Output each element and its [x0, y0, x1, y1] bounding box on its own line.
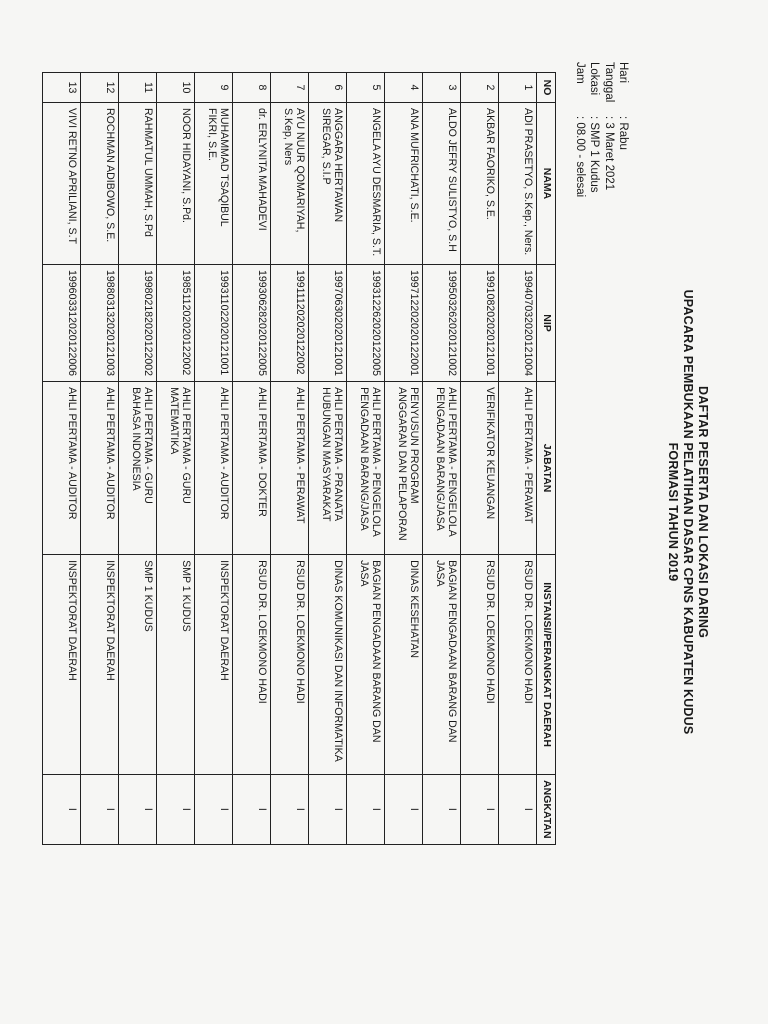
cell-nama: MUHAMMAD TSAQIBUL FIKRI, S.E. — [195, 103, 233, 265]
cell-nama: NOOR HIDAYANI, S.Pd. — [157, 103, 195, 265]
cell-nip: 198803132020121003 — [81, 265, 119, 382]
cell-nip: 199712202020122001 — [385, 265, 423, 382]
cell-angkatan: I — [423, 775, 461, 845]
cell-instansi: RSUD DR. LOEKMONO HADI — [499, 555, 537, 775]
table-row — [309, 73, 347, 845]
cell-nama: RAHMATUL UMMAH, S.Pd — [119, 103, 157, 265]
document-subtitle-year: FORMASI TAHUN 2019 — [666, 442, 680, 582]
cell-no: 1 — [499, 73, 537, 103]
cell-angkatan: I — [461, 775, 499, 845]
cell-nip: 199603312020122006 — [43, 265, 81, 382]
meta-row-jam — [572, 62, 586, 197]
cell-jabatan: AHLI PERTAMA - PERAWAT — [271, 382, 309, 555]
cell-angkatan: I — [271, 775, 309, 845]
table-row — [43, 73, 81, 845]
cell-instansi: SMP 1 KUDUS — [119, 555, 157, 775]
column-header-jabatan: JABATAN — [537, 382, 556, 555]
document-title: DAFTAR PESERTA DAN LOKASI DARING — [696, 386, 710, 638]
cell-instansi: INSPEKTORAT DAERAH — [43, 555, 81, 775]
cell-nip: 199407032020121004 — [499, 265, 537, 382]
cell-jabatan: AHLI PERTAMA - PRANATA HUBUNGAN MASYARAKAT — [309, 382, 347, 555]
meta-value: : 08.00 - selesai — [572, 116, 586, 197]
table-row — [461, 73, 499, 845]
table-row — [347, 73, 385, 845]
cell-nip: 199312262020122005 — [347, 265, 385, 382]
cell-jabatan: AHLI PERTAMA - DOKTER — [233, 382, 271, 555]
document-subtitle: UPACARA PEMBUKAAN PELATIHAN DASAR CPNS KABUPATEN KUDUS — [681, 289, 695, 735]
cell-nama: ADI PRASETYO, S.Kep., Ners. — [499, 103, 537, 265]
cell-angkatan: I — [385, 775, 423, 845]
cell-no: 2 — [461, 73, 499, 103]
cell-no: 3 — [423, 73, 461, 103]
cell-no: 8 — [233, 73, 271, 103]
cell-nip: 199706302020121001 — [309, 265, 347, 382]
meta-value: : SMP 1 Kudus — [587, 116, 601, 193]
meta-row-lokasi — [587, 62, 601, 197]
column-header-nama: NAMA — [537, 103, 556, 265]
table-row — [385, 73, 423, 845]
cell-no: 10 — [157, 73, 195, 103]
column-header-angkatan: ANGKATAN — [537, 775, 556, 845]
cell-no: 12 — [81, 73, 119, 103]
cell-instansi: SMP 1 KUDUS — [157, 555, 195, 775]
cell-instansi: RSUD DR. LOEKMONO HADI — [233, 555, 271, 775]
cell-instansi: BAGIAN PENGADAAN BARANG DAN JASA — [423, 555, 461, 775]
table-row — [81, 73, 119, 845]
cell-nip: 199306282020122005 — [233, 265, 271, 382]
cell-no: 13 — [43, 73, 81, 103]
cell-jabatan: AHLI PERTAMA - GURU BAHASA INDONESIA — [119, 382, 157, 555]
cell-instansi: INSPEKTORAT DAERAH — [81, 555, 119, 775]
table-row — [119, 73, 157, 845]
cell-angkatan: I — [347, 775, 385, 845]
cell-jabatan: AHLI PERTAMA - PERAWAT — [499, 382, 537, 555]
cell-jabatan: AHLI PERTAMA - GURU MATEMATIKA — [157, 382, 195, 555]
cell-no: 6 — [309, 73, 347, 103]
cell-nip: 199111202020122002 — [271, 265, 309, 382]
cell-instansi: DINAS KESEHATAN — [385, 555, 423, 775]
table-row — [195, 73, 233, 845]
table-header-row — [537, 73, 556, 845]
event-details — [572, 62, 630, 197]
cell-nama: ANA MUFRICHATI, S.E. — [385, 103, 423, 265]
cell-jabatan: AHLI PERTAMA - AUDITOR — [81, 382, 119, 555]
cell-angkatan: I — [81, 775, 119, 845]
column-header-nip: NIP — [537, 265, 556, 382]
column-header-instansi: INSTANSI/PERANGKAT DAERAH — [537, 555, 556, 775]
cell-instansi: BAGIAN PENGADAAN BARANG DAN JASA — [347, 555, 385, 775]
cell-jabatan: AHLI PERTAMA - AUDITOR — [195, 382, 233, 555]
cell-angkatan: I — [233, 775, 271, 845]
cell-nip: 199311022020121001 — [195, 265, 233, 382]
cell-jabatan: AHLI PERTAMA - AUDITOR — [43, 382, 81, 555]
cell-jabatan: PENYUSUN PROGRAM ANGGARAN DAN PELAPORAN — [385, 382, 423, 555]
cell-instansi: INSPEKTORAT DAERAH — [195, 555, 233, 775]
cell-nama: ALDO JEFRY SULISTYO, S.H — [423, 103, 461, 265]
cell-no: 9 — [195, 73, 233, 103]
cell-nip: 199503262020121002 — [423, 265, 461, 382]
cell-jabatan: VERIFIKATOR KEUANGAN — [461, 382, 499, 555]
cell-jabatan: AHLI PERTAMA - PENGELOLA PENGADAAN BARANG/JASA — [423, 382, 461, 555]
column-header-no: NO — [537, 73, 556, 103]
cell-angkatan: I — [309, 775, 347, 845]
cell-nama: AYU NUUR QOMARIYAH, S.Kep, Ners — [271, 103, 309, 265]
cell-nama: ANGELA AYU DESMARIA, S.T. — [347, 103, 385, 265]
cell-no: 5 — [347, 73, 385, 103]
meta-value: : 3 Maret 2021 — [601, 116, 615, 190]
cell-nip: 199802182020122002 — [119, 265, 157, 382]
table-row — [271, 73, 309, 845]
cell-angkatan: I — [195, 775, 233, 845]
cell-angkatan: I — [43, 775, 81, 845]
table-row — [233, 73, 271, 845]
meta-row-tanggal — [601, 62, 615, 197]
table-row — [423, 73, 461, 845]
meta-value: : Rabu — [616, 116, 630, 150]
meta-row-hari — [616, 62, 630, 197]
cell-nip: 199108202020121001 — [461, 265, 499, 382]
table-row — [499, 73, 537, 845]
cell-no: 11 — [119, 73, 157, 103]
meta-label: Lokasi — [588, 62, 601, 96]
meta-label: Tanggal — [602, 62, 615, 103]
cell-instansi: RSUD DR. LOEKMONO HADI — [461, 555, 499, 775]
cell-nama: ROCHMAN ADIBOWO, S.E. — [81, 103, 119, 265]
cell-nama: AKBAR FAORIKO, S.E. — [461, 103, 499, 265]
meta-label: Jam — [573, 62, 586, 84]
cell-instansi: DINAS KOMUNIKASI DAN INFORMATIKA — [309, 555, 347, 775]
cell-angkatan: I — [157, 775, 195, 845]
cell-no: 4 — [385, 73, 423, 103]
cell-angkatan: I — [119, 775, 157, 845]
cell-nama: dr. ERLYNITA MAHADEVI — [233, 103, 271, 265]
cell-jabatan: AHLI PERTAMA - PENGELOLA PENGADAAN BARANG/JASA — [347, 382, 385, 555]
cell-nama: VIVI RETNO APRILIANI, S.T — [43, 103, 81, 265]
meta-label: Hari — [617, 62, 629, 84]
cell-instansi: RSUD DR. LOEKMONO HADI — [271, 555, 309, 775]
participant-table — [42, 72, 556, 845]
cell-nama: ANGGARA HERTAWAN SIREGAR, S.I.P — [309, 103, 347, 265]
cell-nip: 198511202020122002 — [157, 265, 195, 382]
cell-angkatan: I — [499, 775, 537, 845]
table-row — [157, 73, 195, 845]
cell-no: 7 — [271, 73, 309, 103]
